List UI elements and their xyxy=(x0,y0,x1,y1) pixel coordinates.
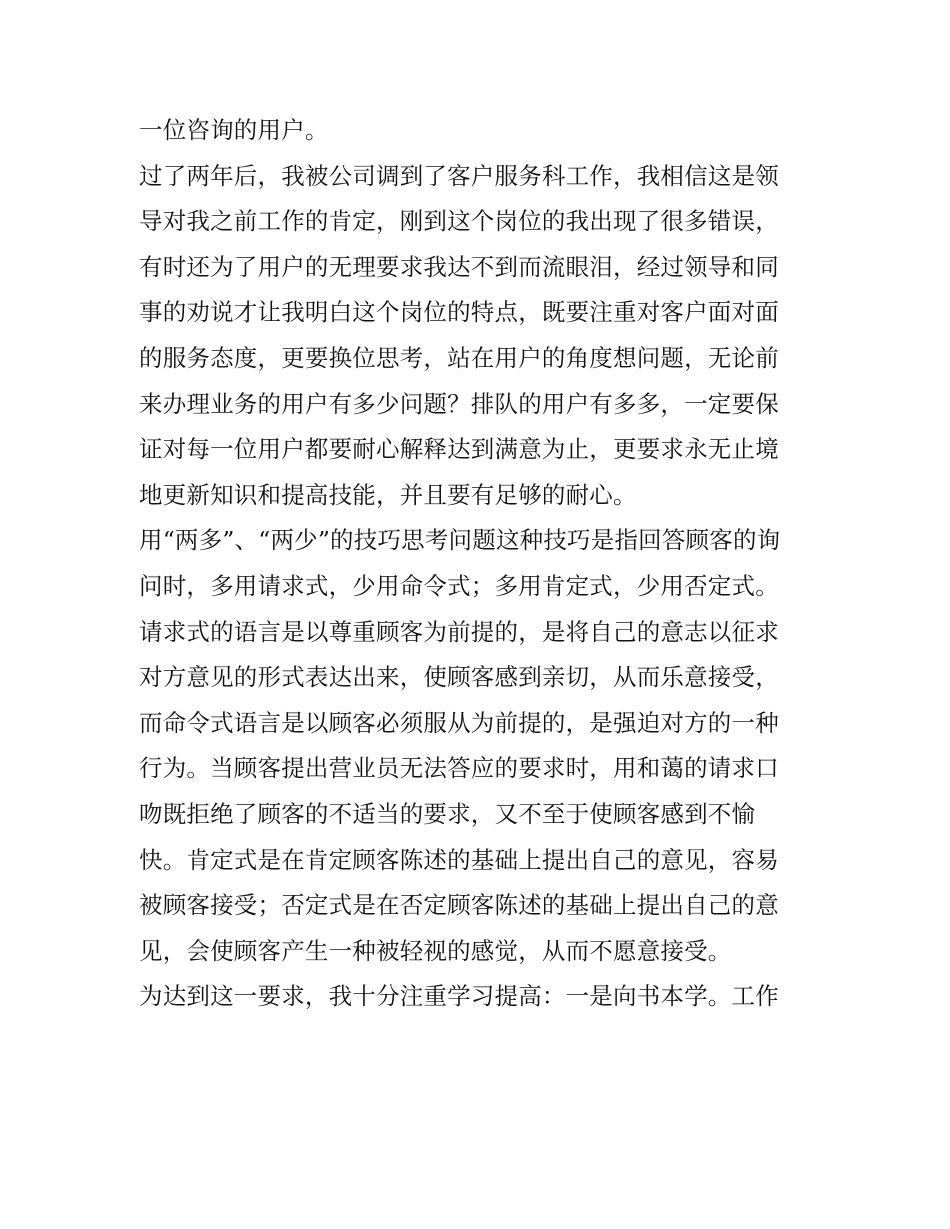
text-line: 来办理业务的用户有多少问题？排队的用户有多多，一定要保 xyxy=(139,389,779,418)
text-line: 导对我之前工作的肯定，刚到这个岗位的我出现了很多错误， xyxy=(139,207,779,236)
text-line: 过了两年后，我被公司调到了客户服务科工作，我相信这是领 xyxy=(139,161,779,190)
text-line: 行为。当顾客提出营业员无法答应的要求时，用和蔼的请求口 xyxy=(139,754,779,783)
text-line: 问时，多用请求式，少用命令式；多用肯定式，少用否定式。 xyxy=(139,571,779,600)
text-line: 被顾客接受；否定式是在否定顾客陈述的基础上提出自己的意 xyxy=(139,891,779,920)
text-line: 对方意见的形式表达出来，使顾客感到亲切，从而乐意接受， xyxy=(139,663,779,692)
text-line: 见，会使顾客产生一种被轻视的感觉，从而不愿意接受。 xyxy=(139,936,732,965)
text-line: 证对每一位用户都要耐心解释达到满意为止，更要求永无止境 xyxy=(139,435,779,464)
text-line: 为达到这一要求，我十分注重学习提高：一是向书本学。工作 xyxy=(139,982,779,1011)
text-line: 快。肯定式是在肯定顾客陈述的基础上提出自己的意见，容易 xyxy=(139,845,779,874)
text-line: 地更新知识和提高技能，并且要有足够的耐心。 xyxy=(139,480,637,509)
text-line: 有时还为了用户的无理要求我达不到而流眼泪，经过领导和同 xyxy=(139,252,779,281)
text-line: 事的劝说才让我明白这个岗位的特点，既要注重对客户面对面 xyxy=(139,298,779,327)
text-line: 吻既拒绝了顾客的不适当的要求，又不至于使顾客感到不愉 xyxy=(139,799,756,828)
text-line: 而命令式语言是以顾客必须服从为前提的，是强迫对方的一种 xyxy=(139,708,779,737)
text-line: 的服务态度，更要换位思考，站在用户的角度想问题，无论前 xyxy=(139,343,779,372)
text-line: 请求式的语言是以尊重顾客为前提的，是将自己的意志以征求 xyxy=(139,617,779,646)
text-line: 一位咨询的用户。 xyxy=(139,116,329,144)
text-line: 用“两多”、“两少”的技巧思考问题这种技巧是指回答顾客的询 xyxy=(139,526,781,555)
body-text xyxy=(139,108,819,1020)
